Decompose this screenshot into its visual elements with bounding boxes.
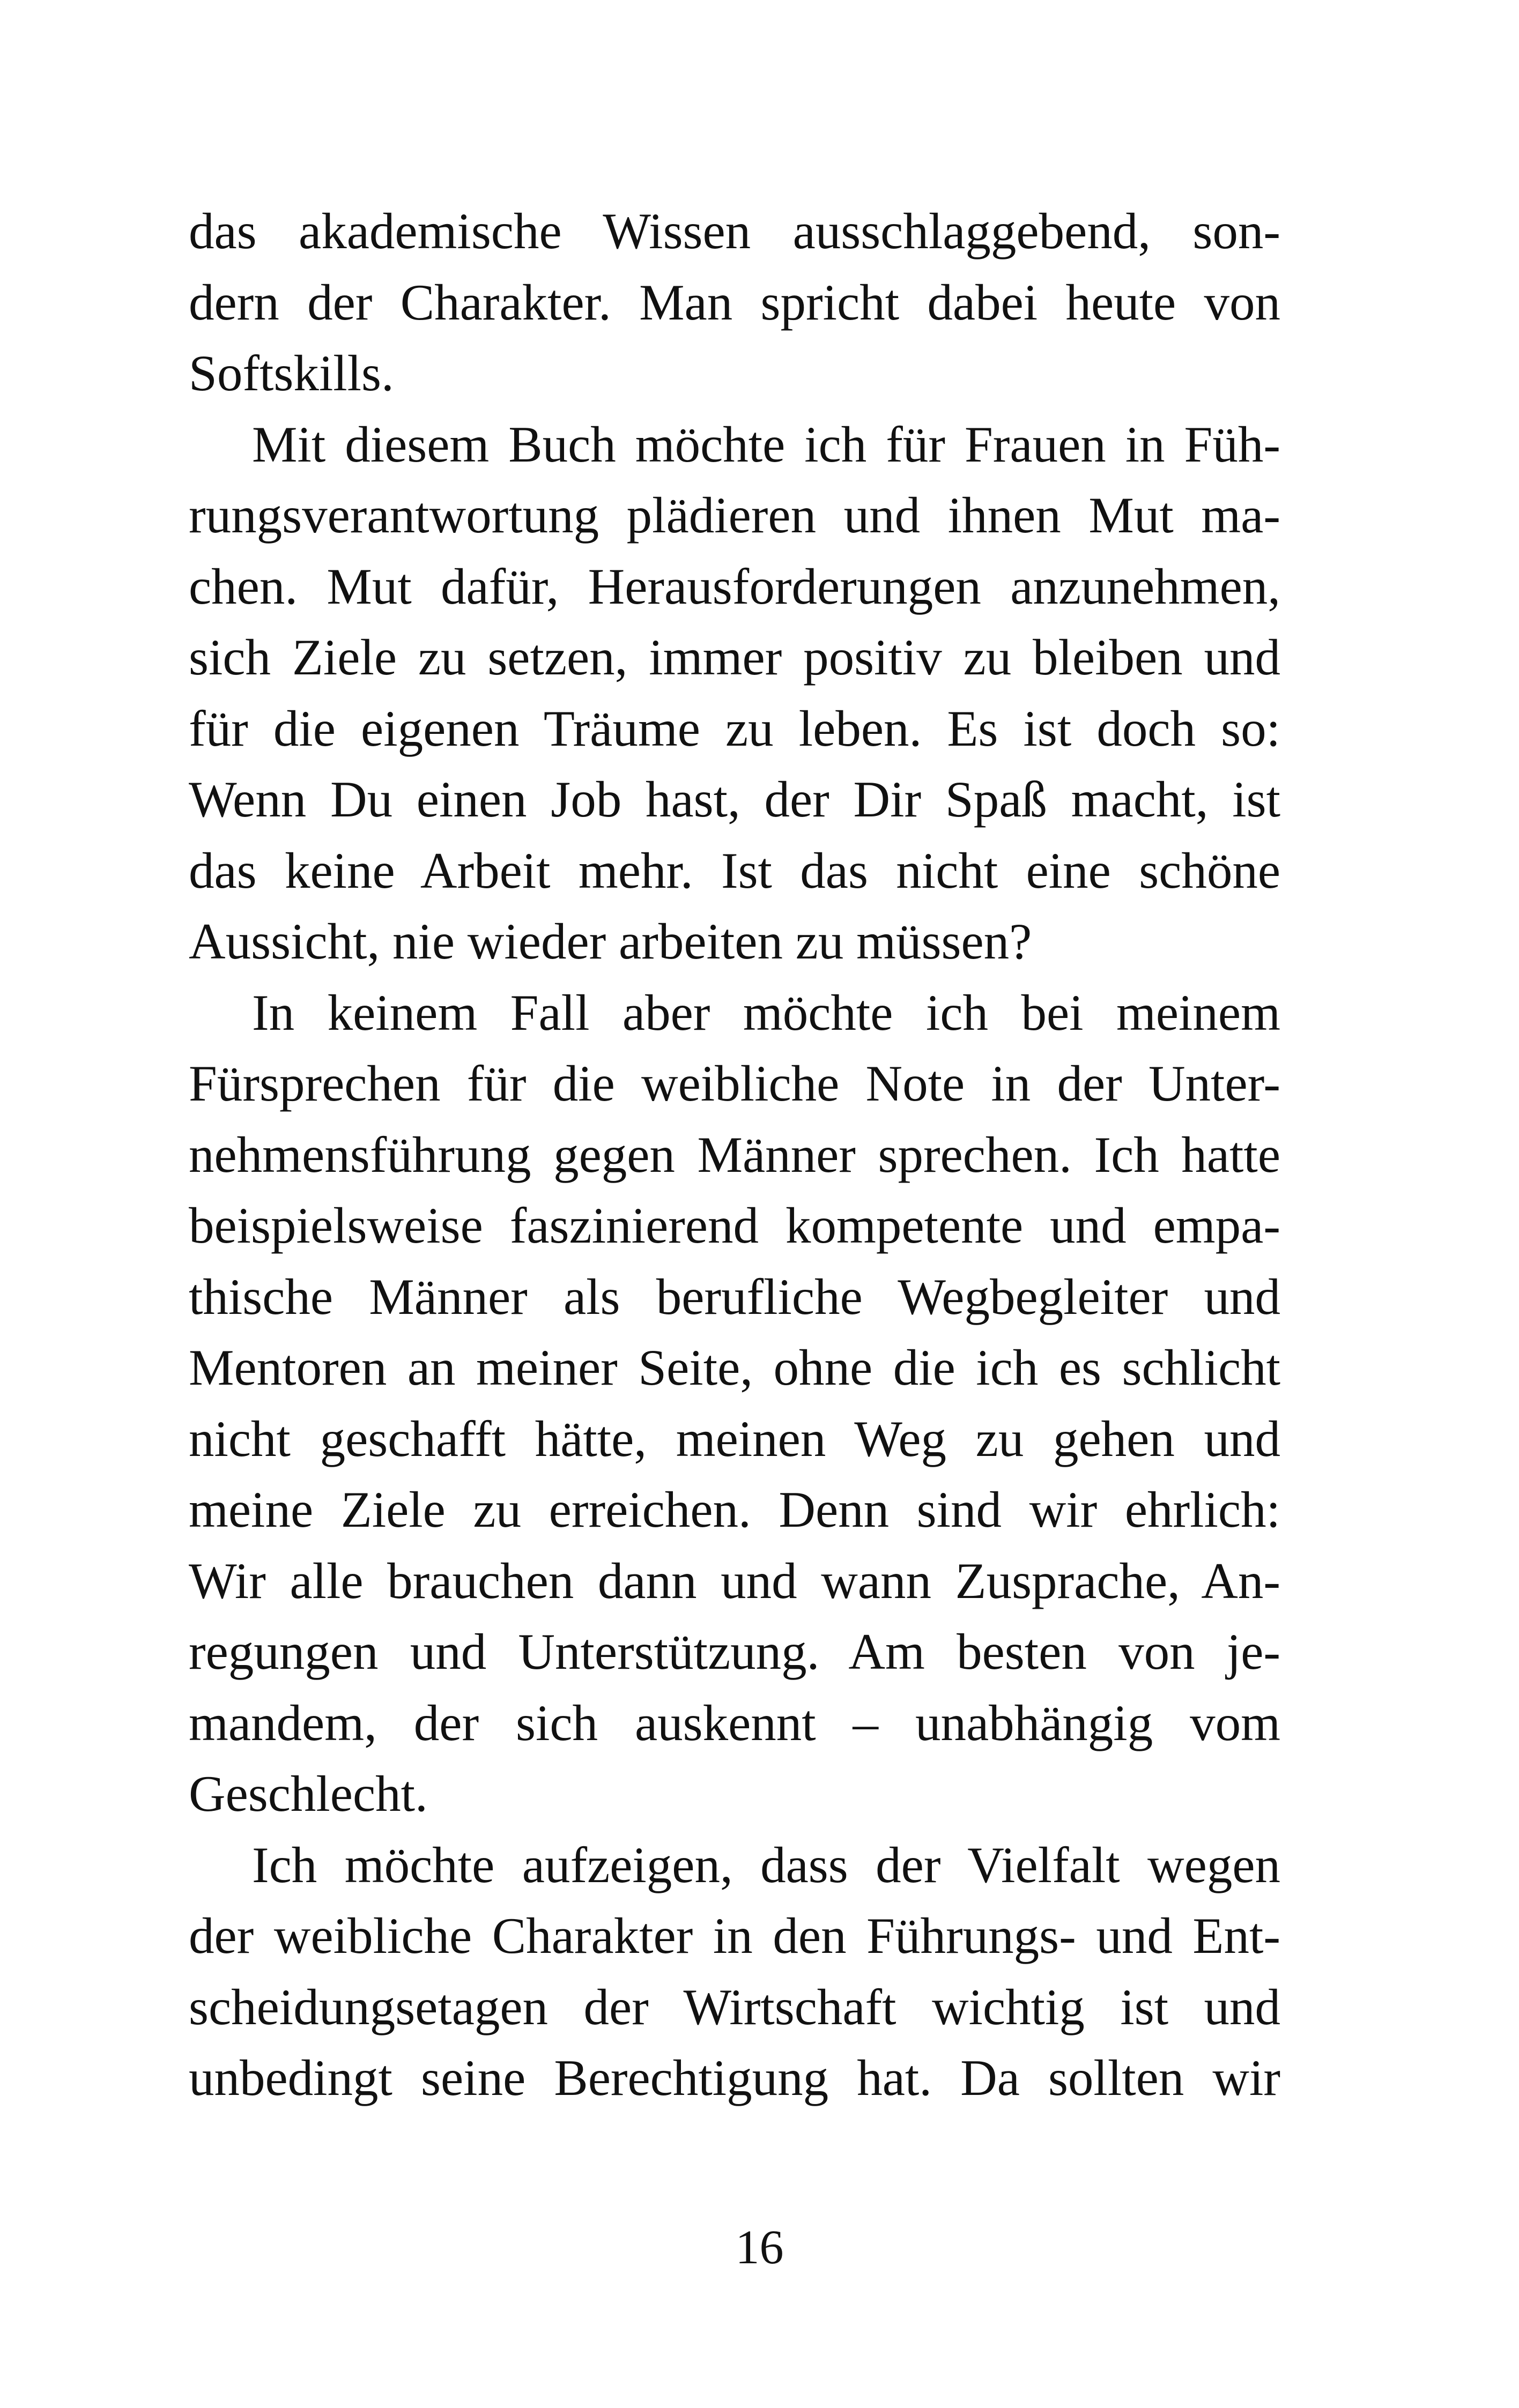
text-line: Mit diesem Buch möchte ich für Frauen in Füh- [252,415,1280,473]
text-line: Aussicht, nie wieder arbeiten zu müssen? [189,913,1032,970]
text-line: nehmensführung gegen Männer sprechen. Ich hatte [189,1126,1280,1183]
text-line: regungen und Unterstützung. Am besten von je- [189,1623,1280,1680]
page-number: 16 [735,2221,784,2274]
text-line: dern der Charakter. Man spricht dabei heute von [189,273,1280,331]
text-line: Wenn Du einen Job hast, der Dir Spaß macht, ist [189,771,1280,828]
text-line: das akademische Wissen ausschlaggebend, son- [189,203,1280,259]
text-line: Softskills. [189,345,394,402]
text-line: der weibliche Charakter in den Führungs- und Ent- [189,1907,1280,1964]
text-line: Ich möchte aufzeigen, dass der Vielfalt wegen [252,1836,1280,1893]
text-line: beispielsweise faszinierend kompetente und empa- [189,1197,1280,1254]
text-line: für die eigenen Träume zu leben. Es ist doch so: [189,700,1280,757]
text-line: Geschlecht. [189,1765,428,1822]
text-line: Mentoren an meiner Seite, ohne die ich es schlicht [189,1339,1280,1396]
text-line: In keinem Fall aber möchte ich bei meinem [252,984,1280,1041]
body-text [189,196,1280,2114]
text-line: Fürsprechen für die weibliche Note in der Unter- [189,1055,1280,1112]
text-line: mandem, der sich auskennt – unabhängig vom [189,1694,1280,1751]
text-line: das keine Arbeit mehr. Ist das nicht eine schöne [189,842,1280,899]
text-line: Wir alle brauchen dann und wann Zusprache, An- [189,1552,1280,1609]
text-line: scheidungsetagen der Wirtschaft wichtig ist und [189,1978,1280,2035]
text-line: sich Ziele zu setzen, immer positiv zu bleiben und [189,629,1280,686]
text-line: unbedingt seine Berechtigung hat. Da sollten wir [189,2049,1280,2106]
text-line: nicht geschafft hätte, meinen Weg zu gehen und [189,1410,1280,1467]
text-line: thische Männer als berufliche Wegbegleiter und [189,1268,1280,1325]
text-line: rungsverantwortung plädieren und ihnen Mut ma- [189,487,1280,544]
text-line: chen. Mut dafür, Herausforderungen anzunehmen, [189,558,1280,615]
text-line: meine Ziele zu erreichen. Denn sind wir ehrlich: [189,1481,1280,1538]
